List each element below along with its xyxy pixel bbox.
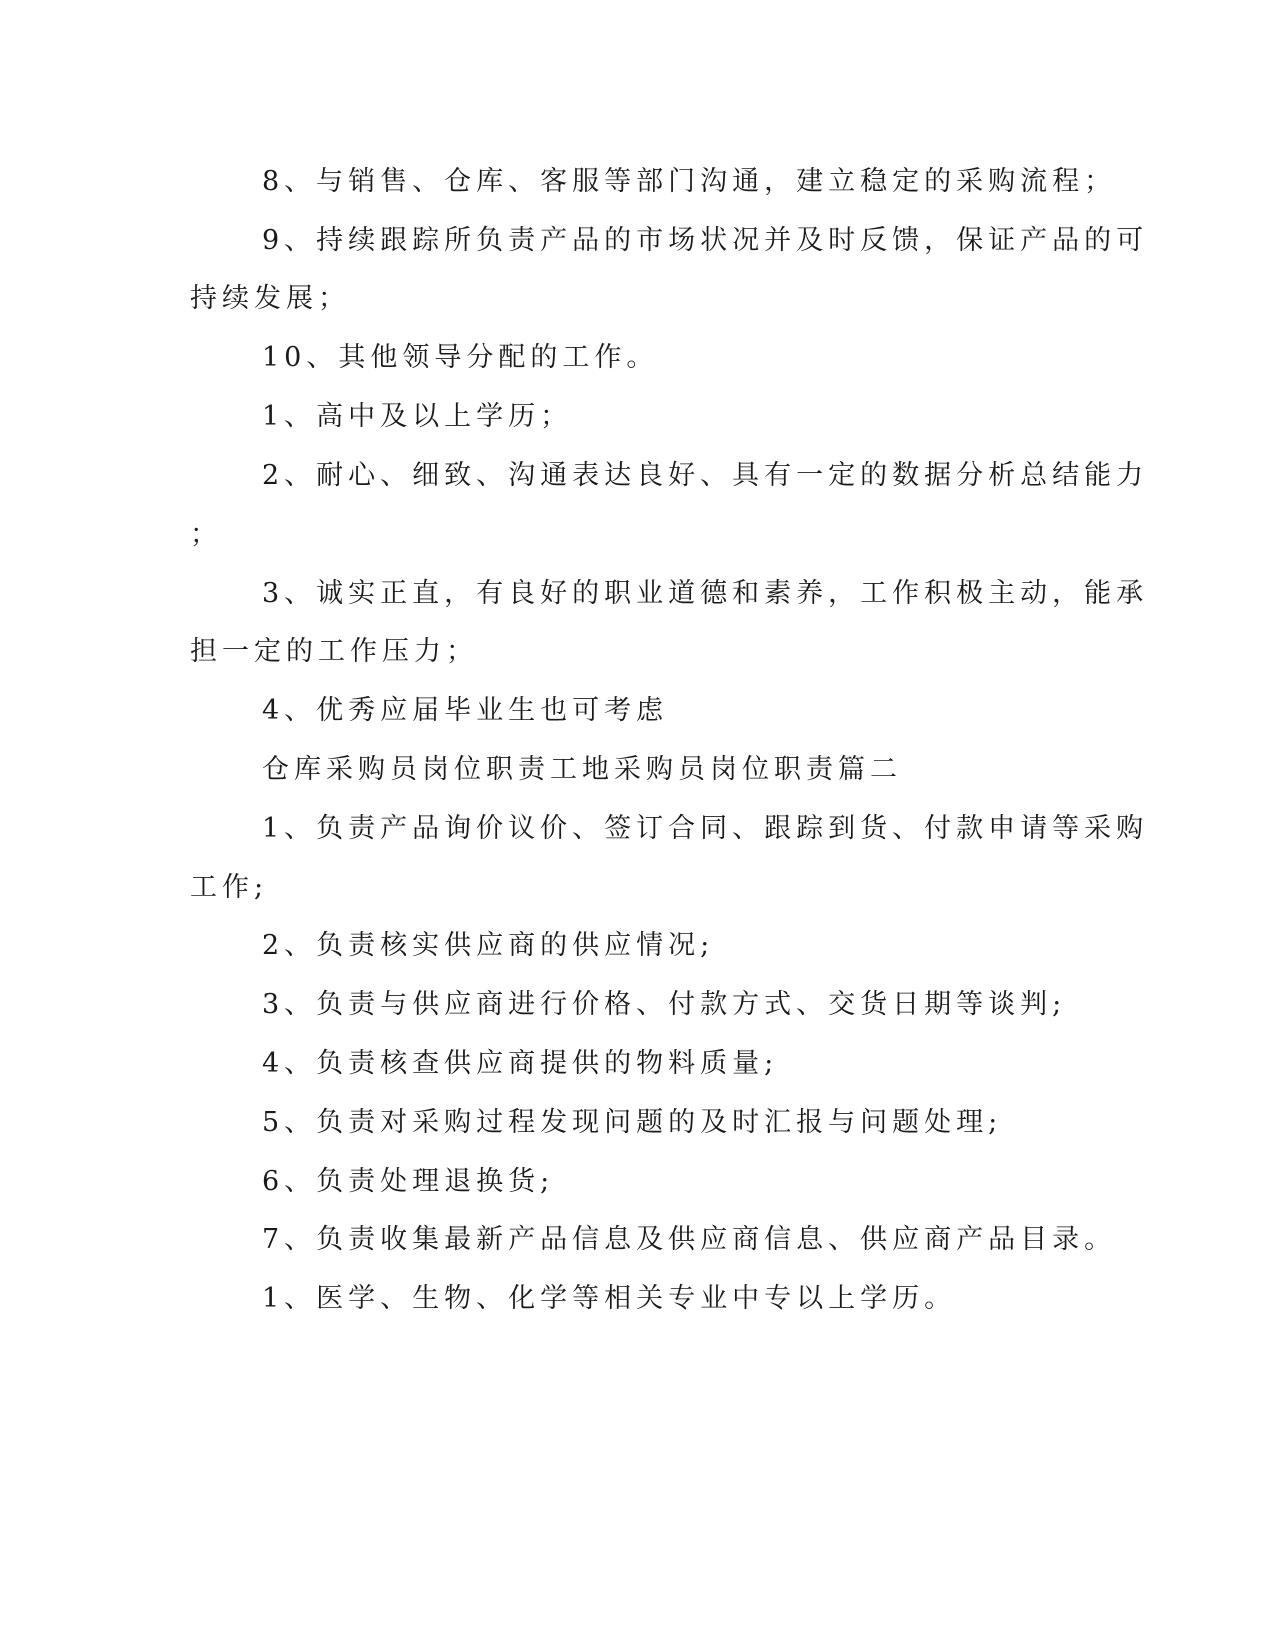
paragraph-line: 工作; — [190, 872, 269, 903]
paragraph-line: 5、负责对采购过程发现问题的及时汇报与问题处理; — [262, 1107, 1003, 1138]
paragraph-line: 4、优秀应届毕业生也可考虑 — [262, 695, 669, 726]
paragraph-line: 担一定的工作压力； — [190, 636, 478, 667]
paragraph-line: 2、负责核实供应商的供应情况; — [262, 930, 715, 961]
paragraph-line: 8、与销售、仓库、客服等部门沟通，建立稳定的采购流程； — [262, 166, 1117, 197]
paragraph-line: 1、高中及以上学历； — [262, 401, 573, 432]
paragraph-line: ； — [190, 519, 222, 550]
paragraph-line: 1、负责产品询价议价、签订合同、跟踪到货、付款申请等采购 — [262, 813, 1149, 844]
paragraph-line: 6、负责处理退换货; — [262, 1166, 555, 1197]
paragraph-line: 持续发展； — [190, 283, 350, 314]
paragraph-line: 9、持续跟踪所负责产品的市场状况并及时反馈，保证产品的可 — [262, 225, 1149, 256]
paragraph-line: 1、医学、生物、化学等相关专业中专以上学历。 — [262, 1283, 957, 1314]
paragraph-line: 10、其他领导分配的工作。 — [262, 342, 659, 373]
paragraph-line: 2、耐心、细致、沟通表达良好、具有一定的数据分析总结能力 — [262, 460, 1149, 491]
paragraph-line: 4、负责核查供应商提供的物料质量; — [262, 1048, 779, 1079]
paragraph-line: 7、负责收集最新产品信息及供应商信息、供应商产品目录。 — [262, 1224, 1117, 1255]
paragraph-line: 3、诚实正直，有良好的职业道德和素养，工作积极主动，能承 — [262, 578, 1149, 609]
paragraph-line: 3、负责与供应商进行价格、付款方式、交货日期等谈判; — [262, 989, 1067, 1020]
section-heading: 仓库采购员岗位职责工地采购员岗位职责篇二 — [262, 754, 902, 785]
